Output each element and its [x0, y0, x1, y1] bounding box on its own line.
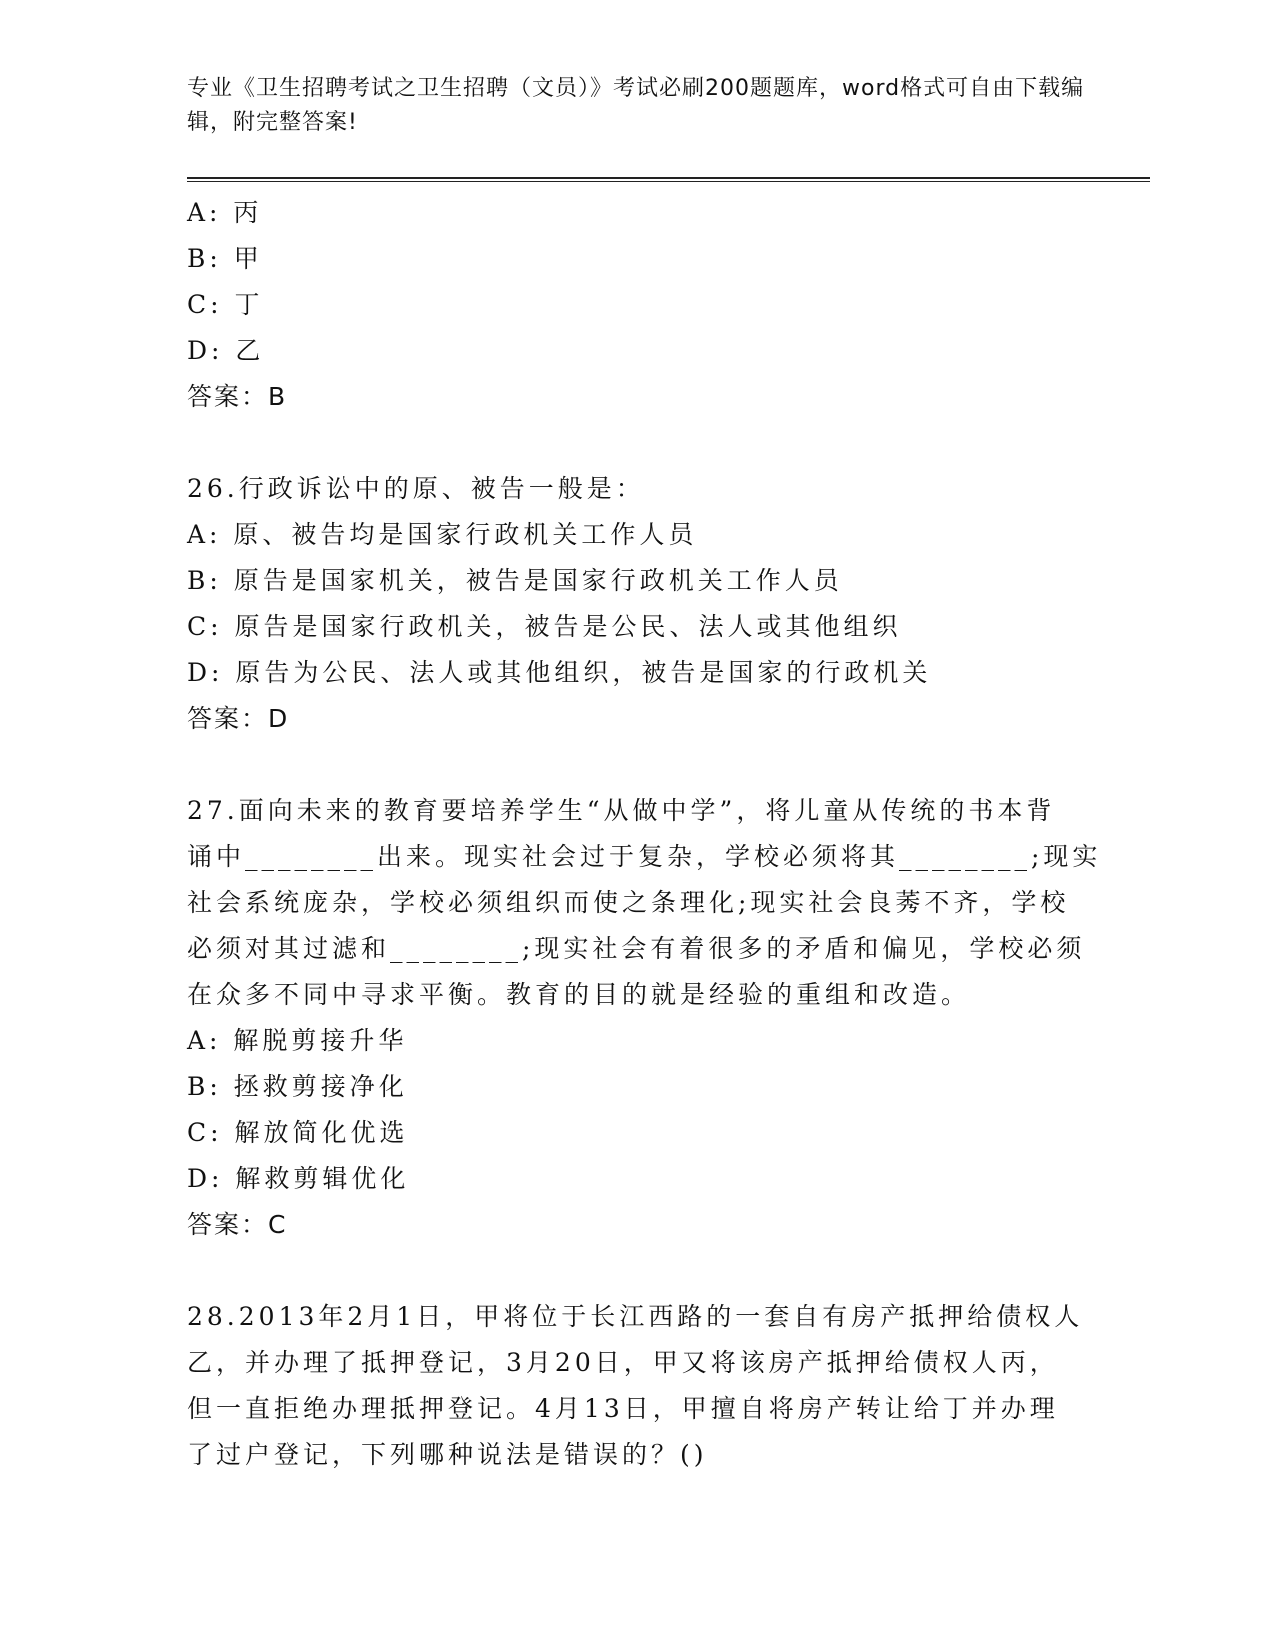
option-c: C: 丁 [187, 290, 264, 319]
question-stem-line: 但一直拒绝办理抵押登记。4月13日，甲擅自将房产转让给丁并办理 [187, 1394, 1059, 1423]
option-b: B: 甲 [187, 244, 263, 273]
option-b: B: 原告是国家机关，被告是国家行政机关工作人员 [187, 566, 843, 595]
answer-line: 答案：C [187, 1210, 288, 1239]
spacer [187, 420, 1087, 466]
option-d: D: 解救剪辑优化 [187, 1164, 410, 1193]
document-body [187, 190, 1102, 1478]
option-c: C: 原告是国家行政机关，被告是公民、法人或其他组织 [187, 612, 902, 641]
question-stem-line: 27.面向未来的教育要培养学生“从做中学”，将儿童从传统的书本背 [187, 796, 1056, 825]
question-28 [187, 1294, 1087, 1478]
option-d: D: 原告为公民、法人或其他组织，被告是国家的行政机关 [187, 658, 932, 687]
question-stem-line: 诵中________出来。现实社会过于复杂，学校必须将其________;现实 [187, 842, 1102, 871]
option-a: A: 丙 [187, 198, 263, 227]
question-stem-line: 社会系统庞杂，学校必须组织而使之条理化;现实社会良莠不齐，学校 [187, 888, 1070, 917]
question-stem-line: 在众多不同中寻求平衡。教育的目的就是经验的重组和改造。 [187, 980, 971, 1009]
question-stem-line: 乙，并办理了抵押登记，3月20日，甲又将该房产抵押给债权人丙， [187, 1348, 1059, 1377]
answer-line: 答案：B [187, 382, 288, 411]
question-25-continued [187, 190, 1087, 420]
option-d: D: 乙 [187, 336, 265, 365]
option-c: C: 解放简化优选 [187, 1118, 409, 1147]
question-stem-line: 28.2013年2月1日，甲将位于长江西路的一套自有房产抵押给债权人 [187, 1302, 1084, 1331]
question-stem-line: 了过户登记，下列哪种说法是错误的？() [187, 1440, 708, 1469]
header-rule-thick [187, 177, 1150, 179]
option-a: A: 原、被告均是国家行政机关工作人员 [187, 520, 698, 549]
header-rule-thin [187, 181, 1150, 182]
option-a: A: 解脱剪接升华 [187, 1026, 408, 1055]
spacer [187, 742, 1087, 788]
question-26 [187, 466, 1087, 742]
spacer [187, 1248, 1087, 1294]
answer-line: 答案：D [187, 704, 290, 733]
question-stem-line: 必须对其过滤和________;现实社会有着很多的矛盾和偏见，学校必须 [187, 934, 1086, 963]
option-b: B: 拯救剪接净化 [187, 1072, 408, 1101]
question-27 [187, 788, 1102, 1248]
question-stem: 26.行政诉讼中的原、被告一般是： [187, 474, 645, 503]
page-header: 专业《卫生招聘考试之卫生招聘（文员）》考试必刷200题题库，word格式可自由下载编辑，附完整答案! [187, 76, 1085, 135]
